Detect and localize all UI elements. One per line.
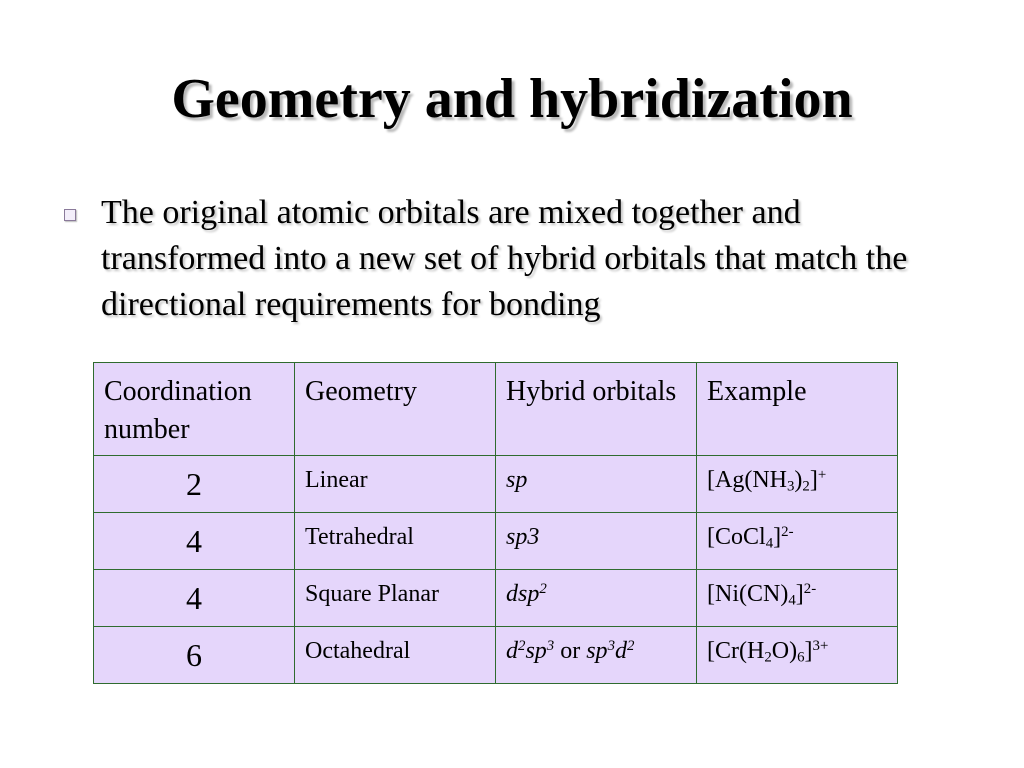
formula-part: [Ag(NH [707, 467, 787, 493]
table-row [94, 456, 898, 513]
formula-part: [Ni(CN) [707, 581, 789, 607]
coordination-cell: 2 [94, 456, 295, 513]
formula-charge: 2- [803, 580, 817, 597]
formula-subscript: 4 [788, 592, 796, 609]
hybrid-cell [496, 513, 697, 570]
example-cell [697, 456, 898, 513]
coordination-cell: 4 [94, 513, 295, 570]
geometry-cell: Octahedral [295, 627, 496, 684]
hybrid-text: sp [586, 638, 608, 664]
formula-part: ] [773, 524, 782, 550]
hybrid-superscript: 2 [627, 637, 635, 654]
example-cell [697, 513, 898, 570]
table-row [94, 570, 898, 627]
example-cell [697, 570, 898, 627]
hybrid-cell [496, 456, 697, 513]
hybrid-cell [496, 627, 697, 684]
header-hybrid-orbitals: Hybrid orbitals [496, 363, 697, 456]
hybrid-text: d [615, 638, 627, 664]
hybridization-table [93, 362, 898, 684]
table-row [94, 627, 898, 684]
bullet-text: The original atomic orbitals are mixed together and transformed into a new set of hybrid orbitals that match the directional requirements for bonding [101, 194, 908, 323]
formula-part: ] [809, 467, 818, 493]
formula-part: ) [794, 467, 803, 493]
hybrid-text: sp3 [506, 524, 540, 550]
table-header-row [94, 363, 898, 456]
formula-charge: 3+ [812, 637, 829, 654]
hybrid-cell [496, 570, 697, 627]
geometry-cell: Square Planar [295, 570, 496, 627]
hybrid-superscript: 2 [518, 637, 526, 654]
hybrid-superscript: 3 [607, 637, 615, 654]
example-cell [697, 627, 898, 684]
coordination-cell: 6 [94, 627, 295, 684]
formula-part: O) [771, 638, 798, 664]
hybrid-superscript: 2 [539, 580, 547, 597]
hybrid-text: dsp [506, 581, 540, 607]
square-bullet-icon [64, 209, 76, 221]
hybrid-text: sp [525, 638, 547, 664]
formula-subscript: 4 [765, 535, 774, 552]
table-row [94, 513, 898, 570]
header-example: Example [697, 363, 898, 456]
formula-subscript: 2 [764, 649, 772, 666]
geometry-cell: Tetrahedral [295, 513, 496, 570]
formula-subscript: 2 [802, 478, 810, 495]
hybrid-text: d [506, 638, 518, 664]
geometry-cell: Linear [295, 456, 496, 513]
coordination-cell: 4 [94, 570, 295, 627]
header-geometry: Geometry [295, 363, 496, 456]
header-coordination-number: Coordination number [94, 363, 295, 456]
formula-charge: + [817, 466, 827, 483]
slide-title: Geometry and hybridization [171, 68, 853, 130]
hybrid-superscript: 3 [546, 637, 555, 654]
formula-part: [Cr(H [707, 638, 765, 664]
formula-subscript: 3 [786, 478, 795, 495]
hybrid-connector: or [554, 638, 587, 664]
formula-subscript: 6 [797, 649, 805, 666]
formula-charge: 2- [781, 523, 794, 540]
formula-part: ] [795, 581, 804, 607]
formula-part: [CoCl [707, 524, 766, 550]
formula-part: ] [804, 638, 813, 664]
hybrid-text: sp [506, 467, 528, 493]
